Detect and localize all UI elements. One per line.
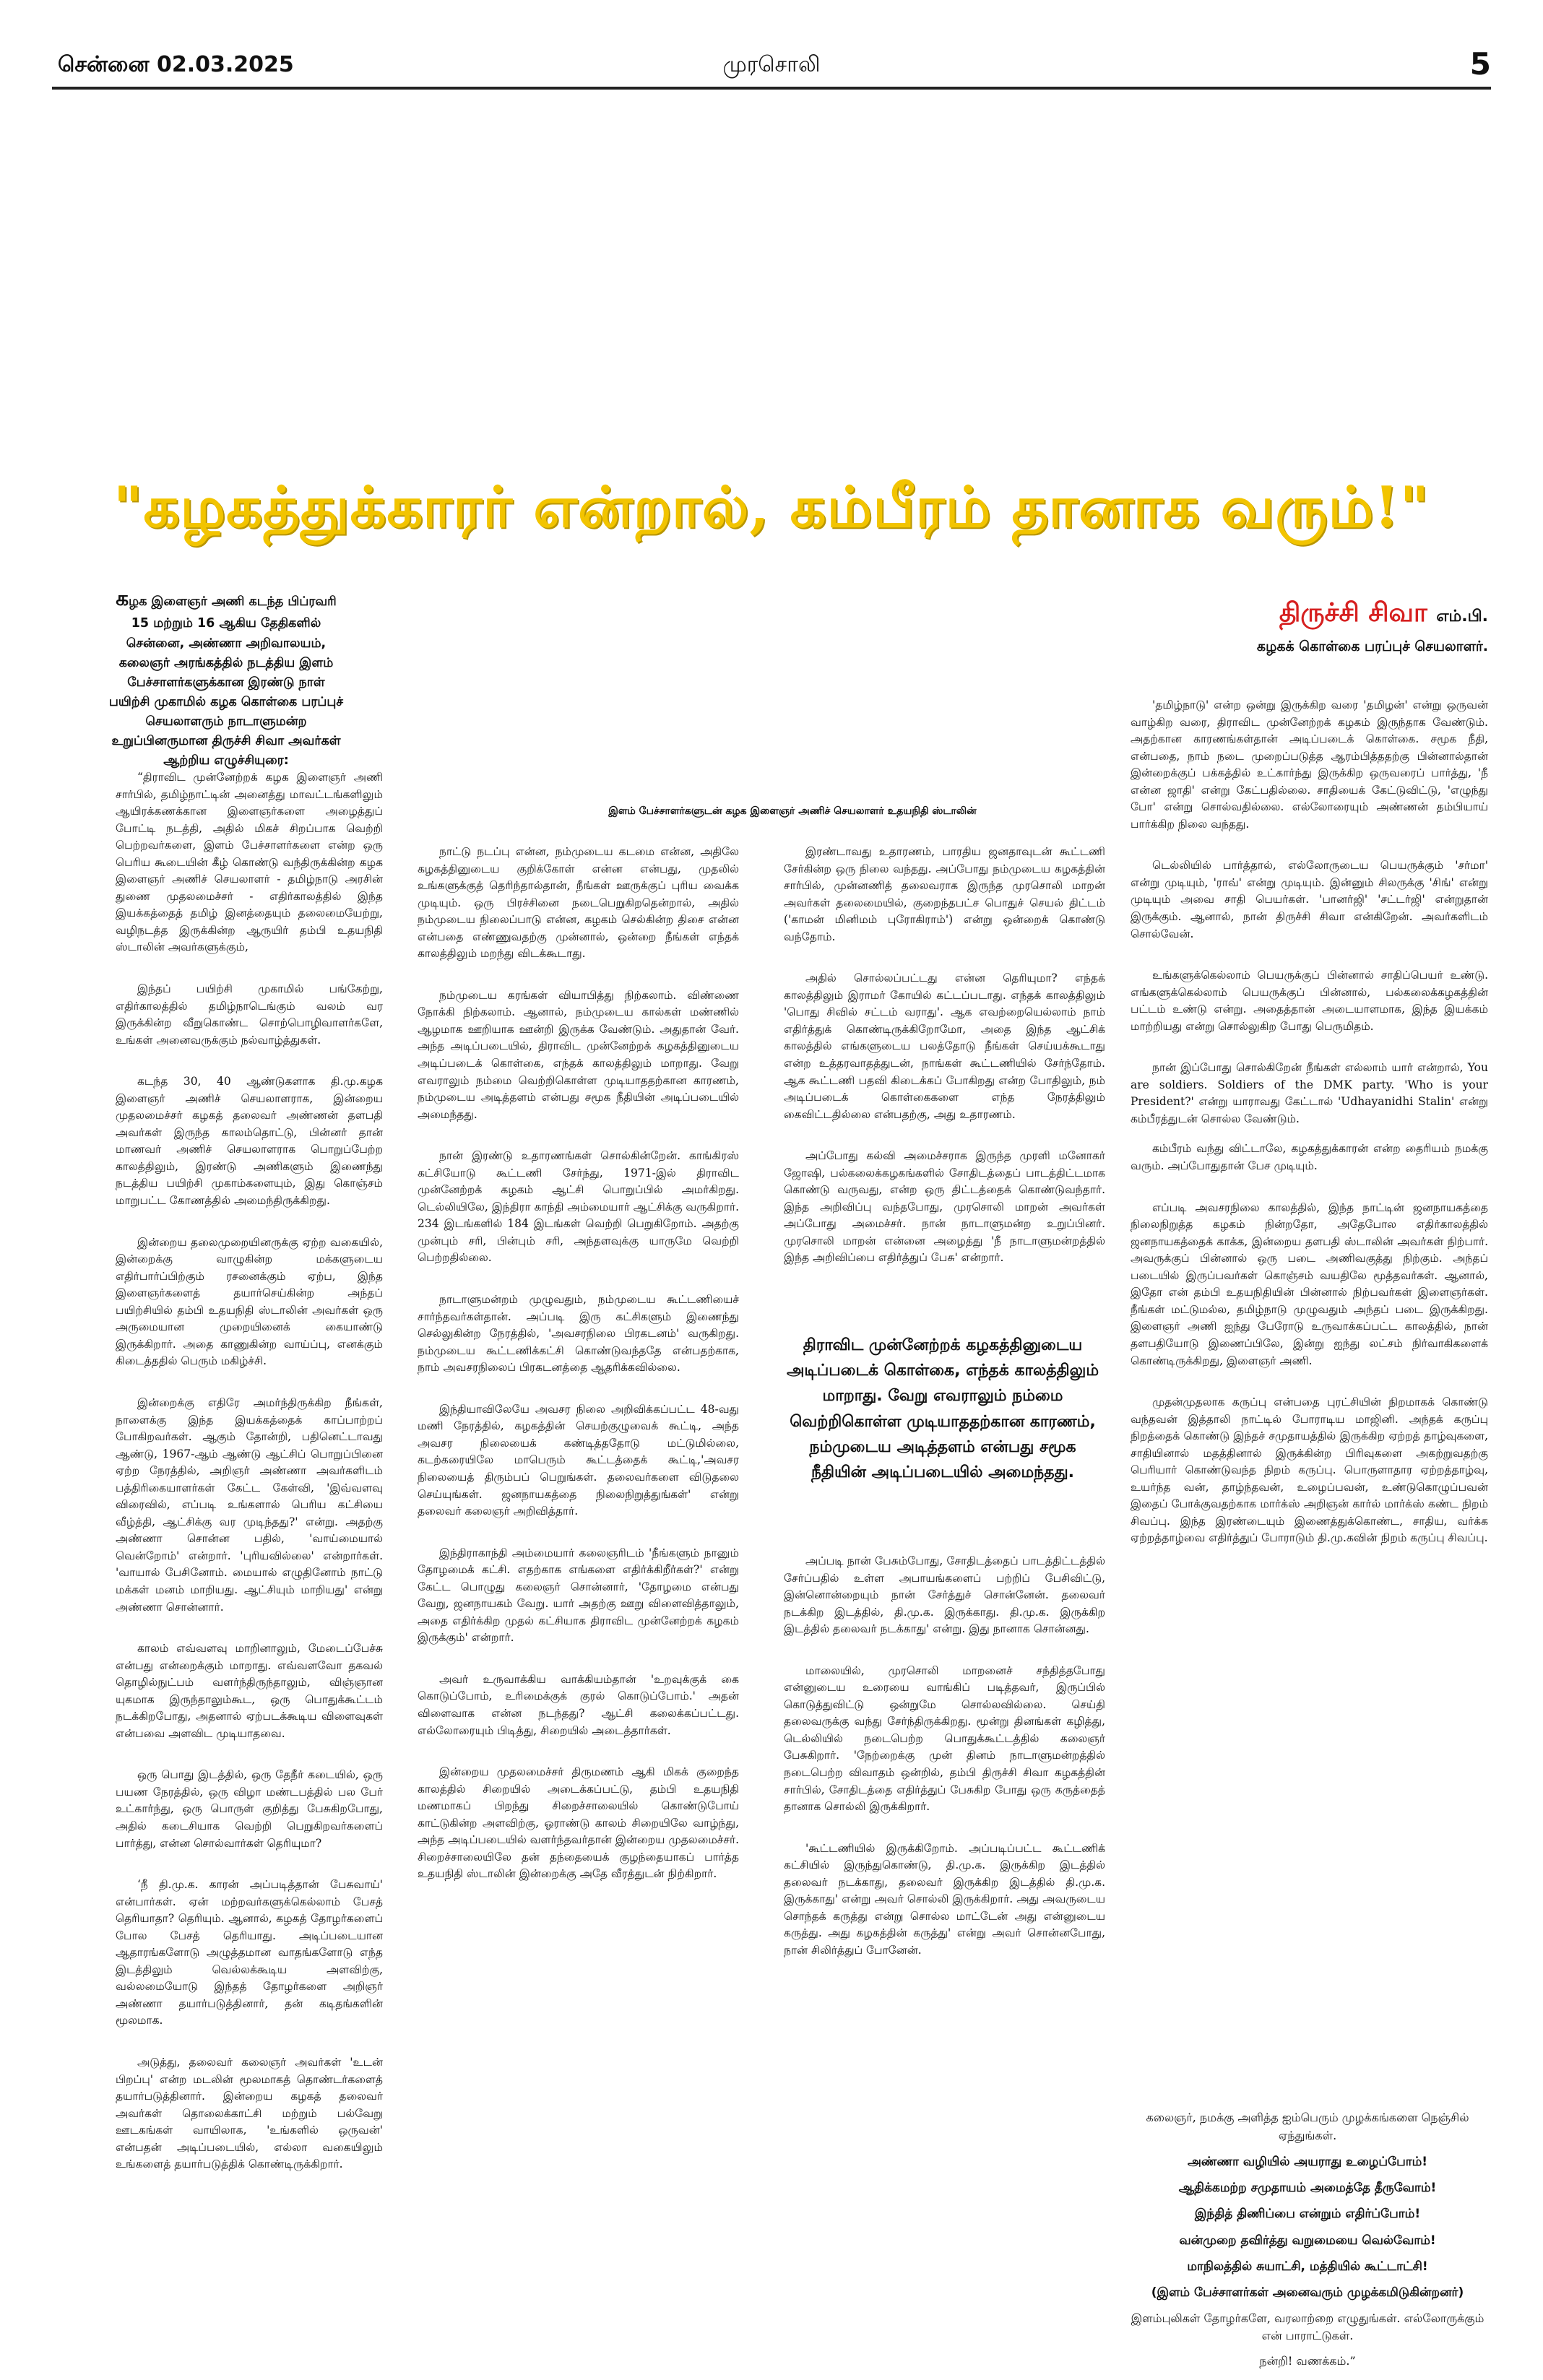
paragraph: 'கூட்டணியில் இருக்கிறோம். அப்படிப்பட்ட கூட்டணிக் கட்சியில் இருந்துகொண்டு, தி.மு.க. இருக்கிற இடத்தில் தலைவர் நடக்காது, தலைவர் இருக்கிற இடத்தில் தி.மு.க. இருக்காது' என்று அவர் சொல்லி இருக்கிறார். அது அவருடைய சொந்தக் கருத்து என்று சொல்ல மாட்டேன் அது என்னுடைய கருத்து. அது கழகத்தின் கருத்து' என்று அவர் சொன்னபோது, நான் சிலிர்த்துப் போனேன். bbox=[784, 1841, 1105, 1957]
photo-area bbox=[52, 95, 1491, 460]
paragraph: இன்றைய தலைமுறையினருக்கு ஏற்ற வகையில், இன்றைக்கு வாழுகின்ற மக்களுடைய எதிர்பார்ப்பிற்கும் ரசனைக்கும் ஏற்ப, இந்த இளைஞர்களைத் தயார்செய்கின்ற அந்தப் பயிற்சியில் தம்பி உதயநிதி ஸ்டாலின் அவர்கள் ஒரு அருமையான முறையினைக் கையாண்டு இருக்கிறார். அதை காணுகின்ற வாய்ப்பு, எனக்கும் கிடைத்ததில் பெரும் மகிழ்ச்சி. bbox=[116, 1235, 383, 1368]
article-intro bbox=[107, 583, 345, 771]
slogan: மாநிலத்தில் சுயாட்சி, மத்தியில் கூட்டாட்சி! bbox=[1187, 2259, 1428, 2274]
paragraph: கடந்த 30, 40 ஆண்டுகளாக தி.மு.கழக இளைஞர் அணிச் செயலாளராக, இன்றைய முதலமைச்சர் கழகத் தலைவர் அண்ணன் தளபதி அவர்கள் இருந்த காலம்தொட்டு, பின்னர் தான் மாணவர் அணிச் செயலாளராக பொறுப்பேற்ற காலத்திலும், இரண்டு அணிகளும் இணைந்து நடத்திய பயிற்சி முகாம்களையும், இது கொஞ்சம் மாறுபட்ட கோணத்தில் அமைந்திருக்கிறது. bbox=[116, 1075, 383, 1208]
paragraph: அடுத்து, தலைவர் கலைஞர் அவர்கள் 'உடன் பிறப்பு' என்ற மடலின் மூலமாகத் தொண்டர்களைத் தயார்படுத்தினார். இன்றைய கழகத் தலைவர் அவர்கள் தொலைக்காட்சி மற்றும் பல்வேறு ஊடகங்கள் வாயிலாக, 'உங்களில் ஒருவன்' என்பதன் அடிப்படையில், எல்லா வகையிலும் உங்களைத் தயார்படுத்திக் கொண்டிருக்கிறார். bbox=[116, 2056, 383, 2171]
paragraph: ‘நீ தி.மு.க. காரன் அப்படித்தான் பேசுவாய்' என்பார்கள். ஏன் மற்றவர்களுக்கெல்லாம் பேசத் தெரியாதா? தெரியும். ஆனால், கழகத் தோழர்களைப் போல பேசத் தெரியாது. அடிப்படையான ஆதாரங்களோடு அழுத்தமான வாதங்களோடு எந்த இடத்திலும் வெல்லக்கூடிய அளவிற்கு, வல்லமையோடு இந்தத் தோழர்களை அறிஞர் அண்ணா தயார்படுத்தினார், தன் கடிதங்களின் மூலமாக. bbox=[116, 1878, 383, 2028]
paragraph: மாலையில், முரசொலி மாறனைச் சந்தித்தபோது என்னுடைய உரையை வாங்கிப் படித்தவர், இருப்பில் கொடுத்துவிட்டு ஒன்றுமே சொல்லவில்லை. செய்தி தலைவருக்கு வந்து சேர்ந்திருக்கிறது. மூன்று தினங்கள் கழித்து, டெல்லியில் நடைபெற்ற பொதுக்கூட்டத்தில் கலைஞர் பேசுகிறார். 'நேற்றைக்கு முன் தினம் நாடாளுமன்றத்தில் நடைபெற்ற விவாதம் ஒன்றில், தம்பி திருச்சி சிவா கழகத்தின் சார்பில், சோதிடத்தை எதிர்த்துப் பேசுகிற போது ஒரு கருத்தைத் தானாக சொல்லி இருக்கிறார். bbox=[784, 1663, 1105, 1814]
intro-drop-letter: க bbox=[116, 587, 129, 610]
paragraph: இந்தியாவிலேயே அவசர நிலை அறிவிக்கப்பட்ட 48-வது மணி நேரத்தில், கழகத்தின் செயற்குழுவைக் கூட்டி, அந்த அவசர நிலையைக் கண்டித்ததோடு மட்டுமில்லை, கடற்கரையிலே மாபெரும் கூட்டத்தைக் கூட்டி,'அவசர நிலையைத் திரும்பப் பெறுங்கள். தலைவர்களை விடுதலை செய்யுங்கள். ஜனநாயகத்தை நிலைநிறுத்துங்கள்' என்று தலைவர் கலைஞர் அறிவித்தார். bbox=[418, 1402, 739, 1518]
column-4 bbox=[1131, 697, 1488, 2095]
column-2 bbox=[418, 844, 739, 2332]
paragraph: நாட்டு நடப்பு என்ன, நம்முடைய கடமை என்ன, அதிலே கழகத்தினுடைய குறிக்கோள் என்ன என்பது, முதலில் உங்களுக்குத் தெரிந்தால்தான், நீங்கள் ஊருக்குப் புரிய வைக்க முடியும். ஒரு பிரச்சினை நடைபெறுகிறதென்றால், அதில் நம்முடைய நிலைப்பாடு என்ன, கழகம் செல்கின்ற திசை என்ன என்பதை எண்ணுவதற்கு முன்னால், ஒன்றை நீங்கள் எந்தக் காலத்திலும் மறந்து விடக்கூடாது. bbox=[418, 845, 739, 961]
photo-caption: இளம் பேச்சாளர்களுடன் கழக இளைஞர் அணிச் செயலாளர் உதயநிதி ஸ்டாலின் bbox=[608, 805, 977, 817]
slogan: அண்ணா வழியில் அயராது உழைப்போம்! bbox=[1187, 2154, 1428, 2169]
paragraph: இரண்டாவது உதாரணம், பாரதிய ஜனதாவுடன் கூட்டணி சேர்கின்ற ஒரு நிலை வந்தது. அப்போது நம்முடைய கழகத்தின் சார்பில், முன்னணித் தலைவராக இருந்த முரசொலி மாறன் அவர்கள் தலைமையில், குறைந்தபட்ச பொதுச் செயல் திட்டம் ('காமன் மினிமம் புரோகிராம்') என்று ஒன்றைக் கொண்டு வந்தோம். bbox=[784, 845, 1105, 943]
paragraph: அவர் உருவாக்கிய வாக்கியம்தான் 'உறவுக்குக் கை கொடுப்போம், உரிமைக்குக் குரல் கொடுப்போம்.' அதன் விளைவாக என்ன நடந்தது? ஆட்சி கலைக்கப்பட்டது. எல்லோரையும் பிடித்து, சிறையில் அடைத்தார்கள். bbox=[418, 1672, 739, 1737]
paragraph: நான் இப்போது சொல்கிறேன் நீங்கள் எல்லாம் யார் என்றால், You are soldiers. Soldiers of the DMK party. 'Who is your President?' என்று யாராவது கேட்டால் 'Udhayanidhi Stalin' என்று கம்பீரத்துடன் சொல்ல வேண்டும். bbox=[1131, 1061, 1488, 1125]
paragraph: நாடாளுமன்றம் முழுவதும், நம்முடைய கூட்டணியைச் சார்ந்தவர்கள்தான். அப்படி இரு கட்சிகளும் இணைந்து செல்லுகின்ற நேரத்தில், 'அவசரநிலை பிரகடனம்' வருகிறது. நம்முடைய கூட்டணிக்கட்சி கொண்டுவந்ததே என்பதற்காக, நாம் அவசரநிலைப் பிரகடனத்தை ஆதரிக்கவில்லை. bbox=[418, 1293, 739, 1375]
paragraph: கம்பீரம் வந்து விட்டாலே, கழகத்துக்காரன் என்ற தைரியம் நமக்கு வரும். அப்போதுதான் பேச முடியும். bbox=[1131, 1142, 1488, 1173]
slogan-note: (இளம் பேச்சாளர்கள் அனைவரும் முழக்கமிடுகின்றனர்) bbox=[1151, 2285, 1464, 2301]
paragraph: நம்முடைய கரங்கள் வியாபித்து நிற்கலாம். விண்ணை நோக்கி நிற்கலாம். ஆனால், நம்முடைய கால்கள் மண்ணில் ஆழமாக ஊறியாக ஊன்றி இருக்க வேண்டும். அதுதான் வேர். அந்த அடிப்படையில், திராவிட முன்னேற்றக் கழகத்தினுடைய அடிப்படைக் கொள்கை, எந்தக் காலத்திலும் மாறாது. வேறு எவராலும் நம்மை வெற்றிகொள்ள முடியாததற்கான காரணம், நம்முடைய அடித்தளம் என்பது சமூக நீதியின் அடிப்படையில் அமைந்தது. bbox=[418, 988, 739, 1121]
paragraph: உங்களுக்கெல்லாம் பெயருக்குப் பின்னால் சாதிப்பெயர் உண்டு. எங்களுக்கெல்லாம் பெயருக்குப் பின்னால், பல்கலைக்கழகத்தின் பட்டம் உண்டு என்று. அதைத்தான் அடையாளமாக, இந்த இயக்கம் மாற்றியது என்று சொல்லுகிற போது பெருமிதம். bbox=[1131, 969, 1488, 1033]
author-role: கழகக் கொள்கை பரப்புச் செயலாளர். bbox=[1256, 639, 1488, 654]
slogan: இந்தித் திணிப்பை என்றும் எதிர்ப்போம்! bbox=[1194, 2207, 1421, 2222]
issue-date: சென்னை 02.03.2025 bbox=[58, 52, 294, 77]
paragraph: 'தமிழ்நாடு' என்ற ஒன்று இருக்கிற வரை 'தமிழன்' என்று ஒருவன் வாழ்கிற வரை, திராவிட முன்னேற்றக் கழகம் இருந்தாக வேண்டும். அதற்கான காரணங்கள்தான் அடிப்படைக் கொள்கை. சமூக நீதி, என்பதை, நாம் நடை முறைப்படுத்த ஆரம்பித்ததற்கு பின்னால்தான் இன்றைக்குப் பக்கத்தில் உட்கார்ந்து இருக்கிற ஒருவரைப் பார்த்து, 'நீ என்ன ஜாதி' என்று கேட்பதில்லை. சாதியைக் கேட்டுவிட்டு, 'எழுந்து போ' என்று சொல்வதில்லை. எல்லோரையும் அண்ணன் தம்பியாய் பார்க்கிற நிலை வந்தது. bbox=[1131, 698, 1488, 831]
closing-thanks: நன்றி! வணக்கம்.” bbox=[1259, 2354, 1356, 2368]
paragraph: இந்தப் பயிற்சி முகாமில் பங்கேற்று, எதிர்காலத்தில் தமிழ்நாடெங்கும் வலம் வர இருக்கின்ற வீறுகொண்ட சொற்பொழிவாளர்களே, உங்கள் அனைவருக்கும் நல்வாழ்த்துகள். bbox=[116, 982, 383, 1047]
author-name: திருச்சி சிவா bbox=[1279, 598, 1427, 628]
paragraph: நான் இரண்டு உதாரணங்கள் சொல்கின்றேன். காங்கிரஸ் கட்சியோடு கூட்டணி சேர்ந்து, 1971-இல் திராவிட முன்னேற்றக் கழகம் ஆட்சி பொறுப்பில் அமர்கிறது. டெல்லியிலே, இந்திரா காந்தி அம்மையார் ஆட்சிக்கு வருகிறார். 234 இடங்களில் 184 இடங்கள் வெற்றி பெறுகிறோம். அதற்கு முன்பும் சரி, பின்பும் சரி, அந்தளவுக்கு யாருமே வெற்றி பெற்றதில்லை. bbox=[418, 1149, 739, 1265]
paragraph: அப்போது கல்வி அமைச்சராக இருந்த முரளி மனோகர் ஜோஷி, பல்கலைக்கழகங்களில் சோதிடத்தைப் பாடத்திட்டமாக கொண்டு வருவது, என்ற ஒரு திட்டத்தைக் கொண்டுவந்தார். இந்த அறிவிப்பு வந்தபோது, முரசொலி மாறன் அவர்கள் அப்போது அமைச்சர். நான் நாடாளுமன்ற உறுப்பினர். முரசொலி மாறன் என்னை அழைத்து 'நீ நாடாளுமன்றத்தில் இந்த அறிவிப்பை எதிர்த்துப் பேசு' என்றார். bbox=[784, 1149, 1105, 1265]
page-number: 5 bbox=[1469, 46, 1491, 82]
paragraph: எப்படி அவசரநிலை காலத்தில், இந்த நாட்டின் ஜனநாயகத்தை நிலைநிறுத்த கழகம் நின்றதோ, அதேபோல எதிர்காலத்தில் ஜனநாயகத்தைக் காக்க, இன்றைய தளபதி ஸ்டாலின் அவர்கள் நிற்பார். அவருக்குப் பின்னால் ஒரு படை அணிவகுத்து நிற்கும். அந்தப் படையில் இருப்பவர்கள் கொஞ்சம் வயதிலே மூத்தவர்கள். ஆனால், இதோ என் தம்பி உதயநிதியின் பின்னால் நிற்பவர்கள் இளைஞர்கள். நீங்கள் மட்டுமல்ல, தமிழ்நாடு முழுவதும் அந்தப் படை இருக்கிறது. இளைஞர் அணி ஐந்து பேரோடு உருவாக்கப்பட்ட காலத்தில், நான் தளபதியோடு இணைப்பிலே, இன்று ஐந்து லட்சம் நிர்வாகிகளைக் கொண்டிருக்கிறது, இளைஞர் அணி. bbox=[1131, 1200, 1488, 1367]
paragraph: அப்படி நான் பேசும்போது, சோதிடத்தைப் பாடத்திட்டத்தில் சேர்ப்பதில் உள்ள அபாயங்களைப் பற்றிப் பேசிவிட்டு, இன்னொன்றையும் நான் சேர்த்துச் சொன்னேன். தலைவர் நடக்கிற இடத்தில், தி.மு.க. இருக்காது. தி.மு.க. இருக்கிற இடத்தில் தலைவர் நடக்காது' என்று. இது நானாக சொன்னது. bbox=[784, 1554, 1105, 1636]
paragraph: முதன்முதலாக கருப்பு என்பதை புரட்சியின் நிறமாகக் கொண்டு வந்தவன் இத்தாலி நாட்டில் போராடிய மாஜினி. அந்தக் கருப்பு நிறத்தைக் கொண்டு இந்தச் சமுதாயத்தில் இருக்கிற ஏற்றத் தாழ்வுகளை, சாதியினால் மதத்தினால் இருக்கின்ற பிரிவுகளை அகற்றுவதற்கு பெரியார் கொண்டுவந்த நிறம் கருப்பு. பொருளாதார ஏற்றத்தாழ்வு, உயர்ந்த வன், தாழ்ந்தவன், உழைப்பவன், உண்டுகொழுப்பவன் இதைப் போக்குவதற்காக மார்க்ஸ் அறிஞன் கார்ல் மார்க்ஸ் கண்ட நிறம் சிவப்பு. இந்த இரண்டையும் இணைத்துக்கொண்ட, சாதிய, வர்க்க ஏற்றத்தாழ்வை எதிர்த்துப் போராடும் தி.மு.கவின் நிறம் கருப்பு சிவப்பு. bbox=[1131, 1395, 1488, 1545]
paragraph: இன்றைக்கு எதிரே அமர்ந்திருக்கிற நீங்கள், நாளைக்கு இந்த இயக்கத்தைக் காப்பாற்றப் போகிறவர்கள். ஆகும் தோன்றி, பதினெட்டாவது ஆண்டு, 1967-ஆம் ஆண்டு ஆட்சிப் பொறுப்பினை ஏற்ற நேரத்தில், அறிஞர் அண்ணா அவர்களிடம் பத்திரிகையாளர்கள் கேட்ட கேள்வி, 'இவ்வளவு விரைவில், எப்படி உங்களால் பெரிய கட்சியை வீழ்த்தி, ஆட்சிக்கு வர முடிந்தது?' என்று. அதற்கு அண்ணா சொன்ன பதில், 'வாய்மையால் வென்றோம்' என்றார். 'புரியவில்லை' என்றார்கள். 'வாயால் பேசினோம். மையால் எழுதினோம் நாட்டு மக்கள் மனம் மாறியது. ஆட்சியும் மாறியது' என்று அண்ணா சொன்னார். bbox=[116, 1395, 383, 1614]
closing-outro: இளம்புலிகள் தோழர்களே, வரலாற்றை எழுதுங்கள். எல்லோருக்கும் என் பாராட்டுகள். bbox=[1131, 2311, 1484, 2343]
column-3-top bbox=[784, 844, 1105, 1320]
author-suffix: எம்.பி. bbox=[1436, 607, 1488, 626]
closing-intro: கலைஞர், நமக்கு அளித்த ஐம்பெரும் முழக்கங்களை நெஞ்சில் ஏந்துங்கள். bbox=[1146, 2111, 1469, 2142]
paragraph: ஒரு பொது இடத்தில், ஒரு தேநீர் கடையில், ஒரு பயண நேரத்தில், ஒரு விழா மண்டபத்தில் பல பேர் உட்கார்ந்து, ஒரு பொருள் குறித்து பேசுகிறபோது, அதில் கடைசியாக வெற்றி பெறுகிறவர்களைப் பார்த்து, என்ன சொல்வார்கள் தெரியுமா? bbox=[116, 1768, 383, 1850]
paragraph: இந்திராகாந்தி அம்மையார் கலைஞரிடம் 'நீங்களும் நானும் தோழமைக் கட்சி. எதற்காக எங்களை எதிர்க்கிறீர்கள்?' என்று கேட்ட பொழுது கலைஞர் சொன்னார், 'தோழமை என்பது வேறு, ஜனநாயகம் வேறு. யார் அதற்கு ஊறு விளைவித்தாலும், அதை எதிர்க்கிற முதல் கட்சியாக திராவிட முன்னேற்றக் கழகம் இருக்கும்' என்றார். bbox=[418, 1546, 739, 1645]
closing-section bbox=[1127, 2109, 1488, 2378]
newspaper-name: முரசொலி bbox=[722, 52, 821, 77]
paragraph: “திராவிட முன்னேற்றக் கழக இளைஞர் அணி சார்பில், தமிழ்நாட்டின் அனைத்து மாவட்டங்களிலும் ஆயிரக்கணக்கான இளைஞர்களை அழைத்துப் போட்டி நடத்தி, அதில் மிகச் சிறப்பாக வெற்றி பெற்றவர்களை, இளம் பேச்சாளர்களை என்ற ஒரு பெரிய கூடையின் கீழ் கொண்டு வந்திருக்கின்ற கழக இளைஞர் அணிச் செயலாளர் - தமிழ்நாடு அரசின் துணை முதலமைச்சர் - எதிர்காலத்தில் இந்த இயக்கத்தைத் தமிழ் இனத்தையும் தலைமையேற்று, வழிநடத்த இருக்கின்ற ஆருயிர் தம்பி உதயநிதி ஸ்டாலின் அவர்களுக்கும், bbox=[116, 771, 383, 954]
slogan: வன்முறை தவிர்த்து வறுமையை வெல்வோம்! bbox=[1179, 2233, 1436, 2248]
masthead-rule bbox=[52, 87, 1491, 90]
byline bbox=[1127, 598, 1488, 657]
column-1 bbox=[116, 769, 383, 2322]
author-name-line bbox=[1127, 598, 1488, 631]
intro-text: ழக இளைஞர் அணி கடந்த பிப்ரவரி 15 மற்றும் 16 ஆகிய தேதிகளில் சென்னை, அண்ணா அறிவாலயம், கலைஞர் அரங்கத்தில் நடத்திய இளம் பேச்சாளர்களுக்கான இரண்டு நாள் பயிற்சி முகாமில் கழக கொள்கை பரப்புச் செயலாளரும் நாடாளுமன்ற உறுப்பினருமான திருச்சி சிவா அவர்கள் ஆற்றிய எழுச்சியுரை: bbox=[108, 594, 344, 769]
pull-quote: திராவிட முன்னேற்றக் கழகத்தினுடைய அடிப்படைக் கொள்கை, எந்தக் காலத்திலும் மாறாது. வேறு எவராலும் நம்மை வெற்றிகொள்ள முடியாததற்கான காரணம், நம்முடைய அடித்தளம் என்பது சமூக நீதியின் அடிப்படையில் அமைந்தது. bbox=[786, 1336, 1099, 1481]
paragraph: இன்றைய முதலமைச்சர் திருமணம் ஆகி மிகக் குறைந்த காலத்தில் சிறையில் அடைக்கப்பட்டு, தம்பி உதயநிதி மணமாகப் பிறந்து சிறைச்சாலையில் கொண்டுபோய் காட்டுகின்ற அளவிற்கு, ஓராண்டு காலம் சிறையிலே வாழ்ந்து, அந்த அடிப்படையில் வளர்ந்தவர்தான் இன்றைய முதலமைச்சர். சிறைச்சாலையிலே தன் தந்தையைக் குழந்தையாகப் பார்த்த உதயநிதி ஸ்டாலின் இன்றைக்கு அதே வீரத்துடன் நிற்கிறார். bbox=[418, 1765, 739, 1881]
headline: "கழகத்துக்காரர் என்றால், கம்பீரம் தானாக வரும்!" bbox=[113, 475, 1430, 540]
column-3-bottom bbox=[784, 1553, 1105, 2333]
paragraph: டெல்லியில் பார்த்தால், எல்லோருடைய பெயருக்கும் 'சர்மா' என்று முடியும், 'ராவ்' என்று முடியும். இன்னும் சிலருக்கு 'சிங்' என்று முடியும் அவை சாதி பெயர்கள். 'பானர்ஜி' 'சட்டர்ஜி' என்றுதான் இருக்கும். ஆனால், நான் திருச்சி சிவா என்கிறேன். அவர்களிடம் சொல்வேன். bbox=[1131, 859, 1488, 940]
masthead bbox=[0, 0, 1543, 82]
paragraph: அதில் சொல்லப்பட்டது என்ன தெரியுமா? எந்தக் காலத்திலும் இராமர் கோயில் கட்டப்படாது. எந்தக் காலத்திலும் 'பொது சிவில் சட்டம் வராது'. ஆக எவற்றையெல்லாம் நாம் எதிர்த்துக் கொண்டிருக்கிறோமோ, அதை இந்த ஆட்சிக் காலத்தில் எங்களுடைய பலத்தோடு நீங்கள் செய்யக்கூடாது என்ற உத்தரவாதத்துடன், நாங்கள் கூட்டணியில் சேர்ந்தோம். ஆக கூட்டணி பதவி கிடைக்கப் போகிறது என்ற போதிலும், நம் அடிப்படைக் கொள்கைகளை எந்த நேரத்திலும் கைவிட்டதில்லை என்பதற்கு, அது உதாரணம். bbox=[784, 972, 1105, 1121]
paragraph: காலம் எவ்வளவு மாறினாலும், மேடைப்பேச்சு என்பது என்றைக்கும் மாறாது. எவ்வளவோ தகவல் தொழில்நுட்பம் வளர்ந்திருந்தாலும், விஞ்ஞான யுகமாக இருந்தாலும்கூட, ஒரு பொதுக்கூட்டம் நடக்கிறபோது, அதனால் ஏற்படக்கூடிய விளைவுகள் என்பவை அளவிட முடியாதவை. bbox=[116, 1642, 383, 1740]
slogan: ஆதிக்கமற்ற சமுதாயம் அமைத்தே தீருவோம்! bbox=[1178, 2180, 1437, 2195]
